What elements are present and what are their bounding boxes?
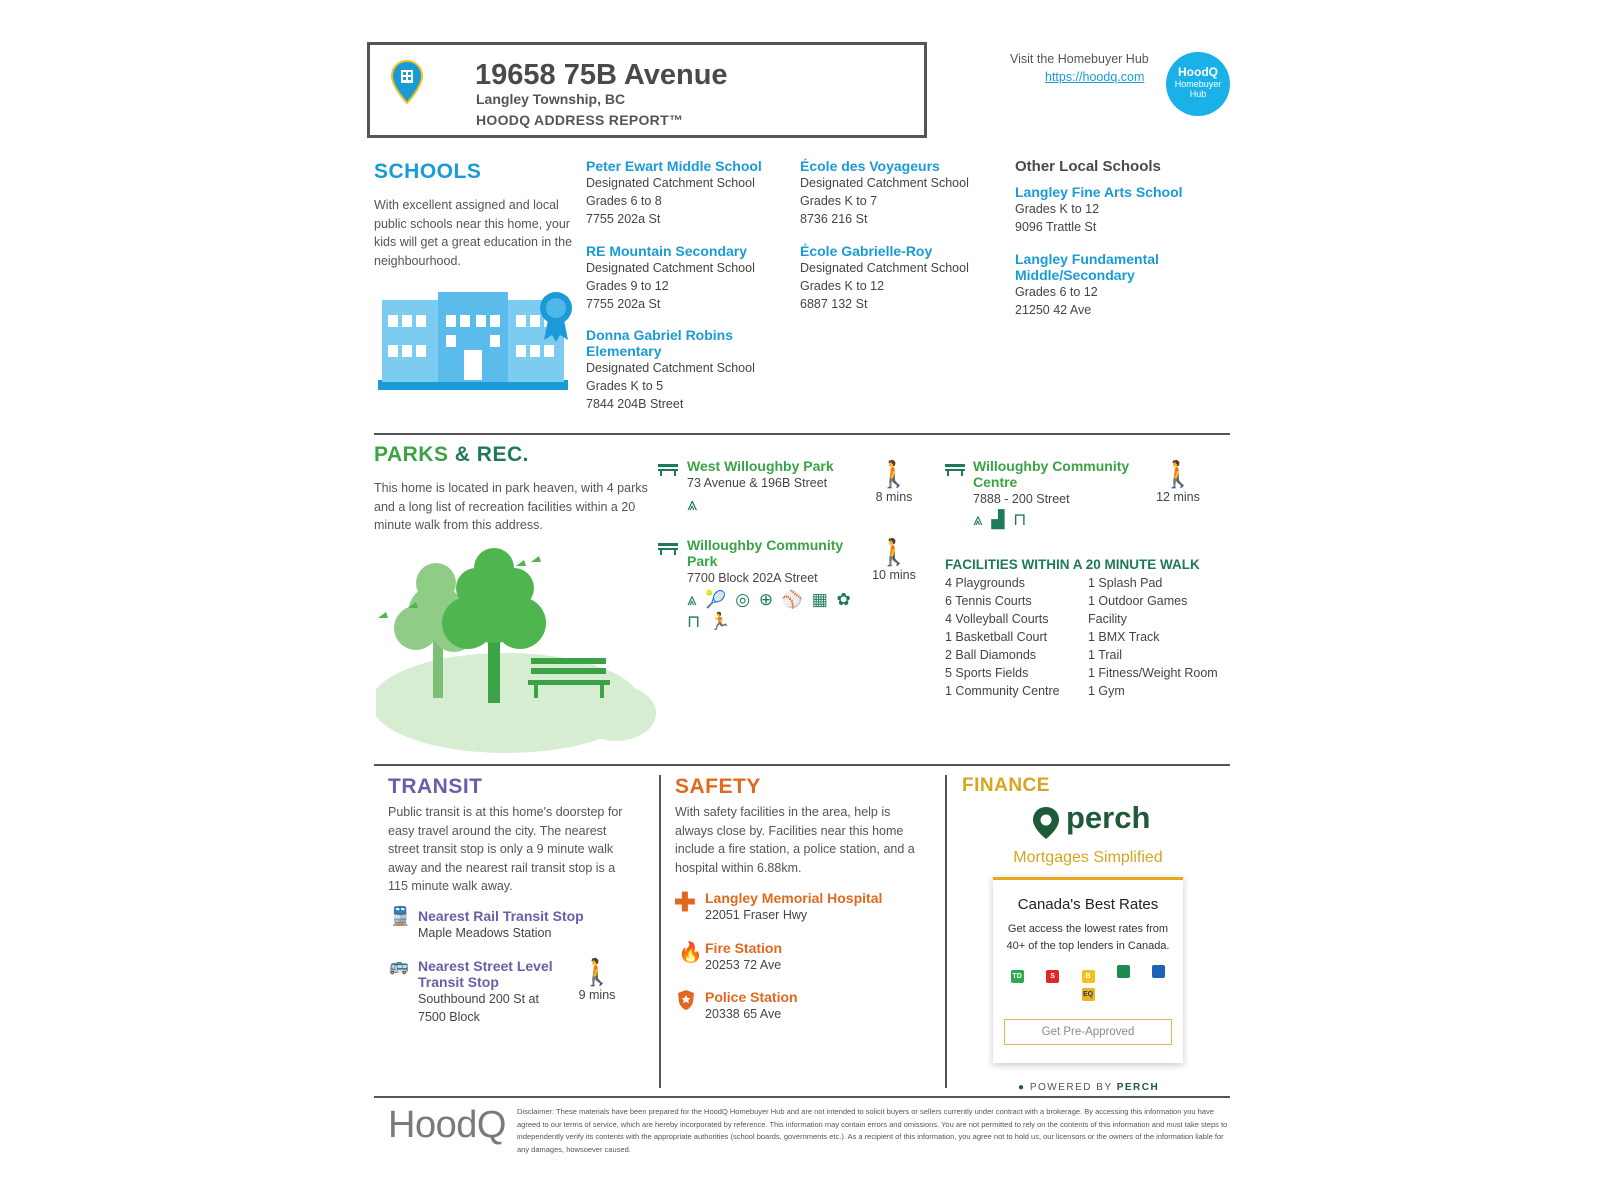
- walking-person-icon: 🚶: [877, 459, 911, 489]
- column-divider: [659, 775, 661, 1088]
- walk-minutes: 12 mins: [1156, 490, 1200, 504]
- school-item[interactable]: [586, 158, 791, 228]
- facility-item: 1 Fitness/Weight Room: [1088, 666, 1218, 680]
- bus-icon: 🚌: [389, 958, 409, 975]
- bench-icon: ⊓: [1013, 510, 1027, 529]
- facility-item: 1 Community Centre: [945, 684, 1060, 698]
- facility-item: Facility: [1088, 612, 1127, 626]
- tennis-icon: 🎾: [705, 590, 727, 609]
- safety-item[interactable]: [705, 890, 925, 924]
- facility-item: 6 Tennis Courts: [945, 594, 1032, 608]
- park-name[interactable]: Willoughby Community Park: [687, 537, 844, 569]
- safety-name[interactable]: Fire Station: [705, 940, 783, 956]
- lender-bmo-icon: B: [1082, 970, 1095, 983]
- address-header-box: [367, 42, 927, 138]
- parks-title: [374, 443, 529, 467]
- transit-title: TRANSIT: [388, 775, 483, 798]
- park-item[interactable]: [973, 458, 1138, 530]
- school-item[interactable]: [586, 243, 791, 313]
- park-address: 73 Avenue & 196B Street: [687, 476, 828, 490]
- rates-card: [993, 877, 1183, 1063]
- safety-title: SAFETY: [675, 775, 761, 798]
- school-address: 6887 132 St: [800, 297, 868, 311]
- school-grades: Grades 6 to 8: [586, 194, 662, 208]
- facility-item: 1 Trail: [1088, 648, 1123, 662]
- parks-title-b: & REC.: [454, 443, 529, 466]
- facility-item: 2 Ball Diamonds: [945, 648, 1037, 662]
- school-grades: Grades K to 7: [800, 194, 878, 208]
- school-type: Designated Catchment School: [586, 261, 755, 275]
- school-type: Designated Catchment School: [800, 176, 969, 190]
- pre-approved-button[interactable]: Get Pre-Approved: [1004, 1019, 1172, 1045]
- column-divider: [945, 775, 947, 1088]
- lender-eq-icon: EQ: [1082, 988, 1095, 1001]
- lender-rbc-icon: [1152, 965, 1165, 978]
- section-divider: [374, 764, 1230, 766]
- walk-minutes: 10 mins: [872, 568, 916, 582]
- walking-person-icon: 🚶: [1161, 459, 1195, 489]
- walk-minutes: 9 mins: [578, 988, 616, 1002]
- bench-icon: [658, 541, 678, 555]
- facility-item: 5 Sports Fields: [945, 666, 1029, 680]
- splash-pad-icon: ✿: [836, 590, 851, 609]
- facilities-title: FACILITIES WITHIN A 20 MINUTE WALK: [945, 557, 1200, 572]
- card-title: Canada's Best Rates: [1017, 896, 1159, 913]
- school-name[interactable]: Peter Ewart Middle School: [586, 158, 762, 174]
- location-pin-icon: [390, 59, 424, 105]
- facility-item: 1 Outdoor Games: [1088, 594, 1188, 608]
- school-grades: Grades K to 12: [800, 279, 885, 293]
- school-name[interactable]: RE Mountain Secondary: [586, 243, 748, 259]
- volleyball-icon: ◎: [735, 590, 751, 609]
- lender-logos: [993, 965, 1183, 1001]
- safety-name[interactable]: Police Station: [705, 989, 798, 1005]
- hub-link[interactable]: https://hoodq.com: [1045, 70, 1145, 84]
- section-divider: [374, 433, 1230, 435]
- walk-time: [1150, 460, 1206, 506]
- hospital-icon: ✚: [674, 887, 696, 917]
- walking-person-icon: 🚶: [877, 537, 911, 567]
- park-address: 7888 - 200 Street: [973, 492, 1070, 506]
- powered-label: POWERED BY: [1029, 1082, 1113, 1093]
- walk-minutes: 8 mins: [875, 490, 913, 504]
- badge-line3: Hub: [1189, 89, 1207, 99]
- safety-address: 20338 65 Ave: [705, 1007, 782, 1021]
- card-text: Get access the lowest rates from 40+ of the top lenders in Canada.: [1006, 923, 1170, 952]
- school-name[interactable]: Langley Fundamental Middle/Secondary: [1015, 251, 1159, 283]
- sports-field-icon: ▦: [811, 590, 828, 609]
- facilities-list-left: [945, 574, 1090, 700]
- fire-icon: 🔥: [678, 942, 703, 964]
- powered-brand: PERCH: [1116, 1082, 1160, 1093]
- rail-stop-title[interactable]: Nearest Rail Transit Stop: [418, 908, 584, 924]
- hoodq-hub-badge[interactable]: [1166, 52, 1230, 116]
- schools-title: SCHOOLS: [374, 160, 482, 183]
- schools-description: With excellent assigned and local public schools near this home, your kids will get a great education in the neighbourhood.: [374, 198, 573, 268]
- facility-item: 1 Basketball Court: [945, 630, 1048, 644]
- trail-icon: 🏃: [709, 612, 731, 631]
- safety-name[interactable]: Langley Memorial Hospital: [705, 890, 883, 906]
- school-grades: Grades K to 12: [1015, 202, 1100, 216]
- safety-item[interactable]: [705, 940, 925, 974]
- school-name[interactable]: École Gabrielle-Roy: [800, 243, 933, 259]
- police-badge-icon: [677, 989, 695, 1011]
- bench-icon: [945, 462, 965, 476]
- walking-person-icon: 🚶: [580, 957, 614, 987]
- school-grades: Grades K to 5: [586, 379, 664, 393]
- school-name[interactable]: Langley Fine Arts School: [1015, 184, 1183, 200]
- finance-title: FINANCE: [962, 775, 1050, 796]
- perch-brand: perch: [1066, 800, 1151, 835]
- facilities-list-right: [1088, 574, 1233, 700]
- facility-item: 1 BMX Track: [1088, 630, 1160, 644]
- badge-line1: HoodQ: [1178, 65, 1218, 79]
- school-address: 7844 204B Street: [586, 397, 684, 411]
- bench-icon: [658, 462, 678, 476]
- school-name[interactable]: École des Voyageurs: [800, 158, 940, 174]
- badge-line2: Homebuyer: [1174, 79, 1222, 89]
- school-address: 9096 Trattle St: [1015, 220, 1097, 234]
- school-address: 8736 216 St: [800, 212, 868, 226]
- facility-item: 4 Volleyball Courts: [945, 612, 1049, 626]
- disclaimer: Disclaimer: These materials have been prepared for the HoodQ Homebuyer Hub and are not intended to solicit buyers or sellers currently under contract with a brokerage. By accessing this information you have agreed to our terms of service, which are hereby incorporated by reference. This information may contain errors and omissions. You are not permitted to rely on the contents of this information and must take steps to independently verify its contents with the appropriate authorities (school boards, governments etc.). As a recipient of this information, you agree not to hold us, our licensors or the owners of the information liable for any damages, howsoever caused.: [517, 1107, 1228, 1154]
- transit-description: Public transit is at this home's doorstep for easy travel around the city. The nearest street transit stop is only a 9 minute walk away and the nearest rail transit stop is a 115 minute walk away.: [388, 805, 623, 893]
- school-item[interactable]: [1015, 184, 1215, 236]
- street-stop-title[interactable]: Nearest Street Level Transit Stop: [418, 958, 553, 990]
- street-stop[interactable]: [418, 958, 568, 1026]
- safety-item[interactable]: [705, 989, 925, 1023]
- footer-divider: [374, 1096, 1230, 1098]
- safety-address: 20253 72 Ave: [705, 958, 782, 972]
- school-grades: Grades 6 to 12: [1015, 285, 1098, 299]
- lender-desjardins-icon: [1117, 965, 1130, 978]
- community-centre-icon: ▟: [991, 510, 1005, 529]
- school-item[interactable]: [800, 158, 1005, 228]
- facility-item: 4 Playgrounds: [945, 576, 1025, 590]
- report-label: HOODQ ADDRESS REPORT™: [476, 112, 684, 128]
- school-item[interactable]: [800, 243, 1005, 313]
- playground-icon: ⩓: [687, 590, 697, 609]
- walk-time: [870, 460, 918, 506]
- baseball-icon: ⚾: [781, 590, 803, 609]
- park-name[interactable]: West Willoughby Park: [687, 458, 834, 474]
- school-item[interactable]: [586, 327, 755, 413]
- train-icon: 🚆: [389, 906, 412, 926]
- parks-title-a: PARKS: [374, 443, 449, 466]
- bench-icon: ⊓: [687, 612, 701, 631]
- school-address: 21250 42 Ave: [1015, 303, 1092, 317]
- facility-item: 1 Splash Pad: [1088, 576, 1163, 590]
- school-address: 7755 202a St: [586, 212, 661, 226]
- playground-icon: ⩓: [687, 494, 698, 514]
- hoodq-footer-logo: HoodQ: [388, 1104, 506, 1146]
- safety-address: 22051 Fraser Hwy: [705, 908, 808, 922]
- visit-hub-text: Visit the Homebuyer Hub: [1010, 52, 1149, 66]
- school-type: Designated Catchment School: [800, 261, 969, 275]
- park-item[interactable]: [687, 458, 862, 515]
- perch-logo-icon: [1032, 806, 1060, 840]
- finance-tagline: Mortgages Simplified: [1013, 849, 1163, 866]
- lender-scotia-icon: S: [1046, 970, 1059, 983]
- school-name[interactable]: Donna Gabriel Robins Elementary: [586, 327, 734, 359]
- address-city: Langley Township, BC: [476, 91, 626, 107]
- powered-pin-icon: ●: [1018, 1082, 1026, 1093]
- address-title: 19658 75B Avenue: [475, 59, 728, 91]
- other-schools-title: Other Local Schools: [1015, 158, 1161, 175]
- rail-stop[interactable]: [418, 908, 618, 942]
- school-building-illustration: [378, 290, 578, 392]
- school-grades: Grades 9 to 12: [586, 279, 669, 293]
- school-type: Designated Catchment School: [586, 176, 755, 190]
- basketball-icon: ⊕: [758, 590, 774, 609]
- safety-description: With safety facilities in the area, help is always close by. Facilities near this home include a fire station, a police station, and a hospital within 6.88km.: [675, 805, 915, 875]
- lender-td-icon: TD: [1011, 970, 1024, 983]
- rail-stop-name: Maple Meadows Station: [418, 926, 552, 940]
- school-address: 7755 202a St: [586, 297, 661, 311]
- street-stop-name: Southbound 200 St at 7500 Block: [418, 992, 539, 1024]
- powered-by: [1018, 1082, 1159, 1093]
- park-address: 7700 Block 202A Street: [687, 571, 818, 585]
- walk-time: [866, 538, 922, 584]
- school-type: Designated Catchment School: [586, 361, 755, 375]
- park-name[interactable]: Willoughby Community Centre: [973, 458, 1130, 490]
- school-item[interactable]: [1015, 251, 1185, 319]
- facility-item: 1 Gym: [1088, 684, 1125, 698]
- walk-time: [574, 958, 620, 1004]
- playground-icon: ⩓: [973, 510, 983, 529]
- parks-description: This home is located in park heaven, with 4 parks and a long list of recreation facilities within a 20 minute walk from this address.: [374, 481, 648, 532]
- park-item[interactable]: [687, 537, 872, 633]
- park-illustration: [376, 548, 661, 760]
